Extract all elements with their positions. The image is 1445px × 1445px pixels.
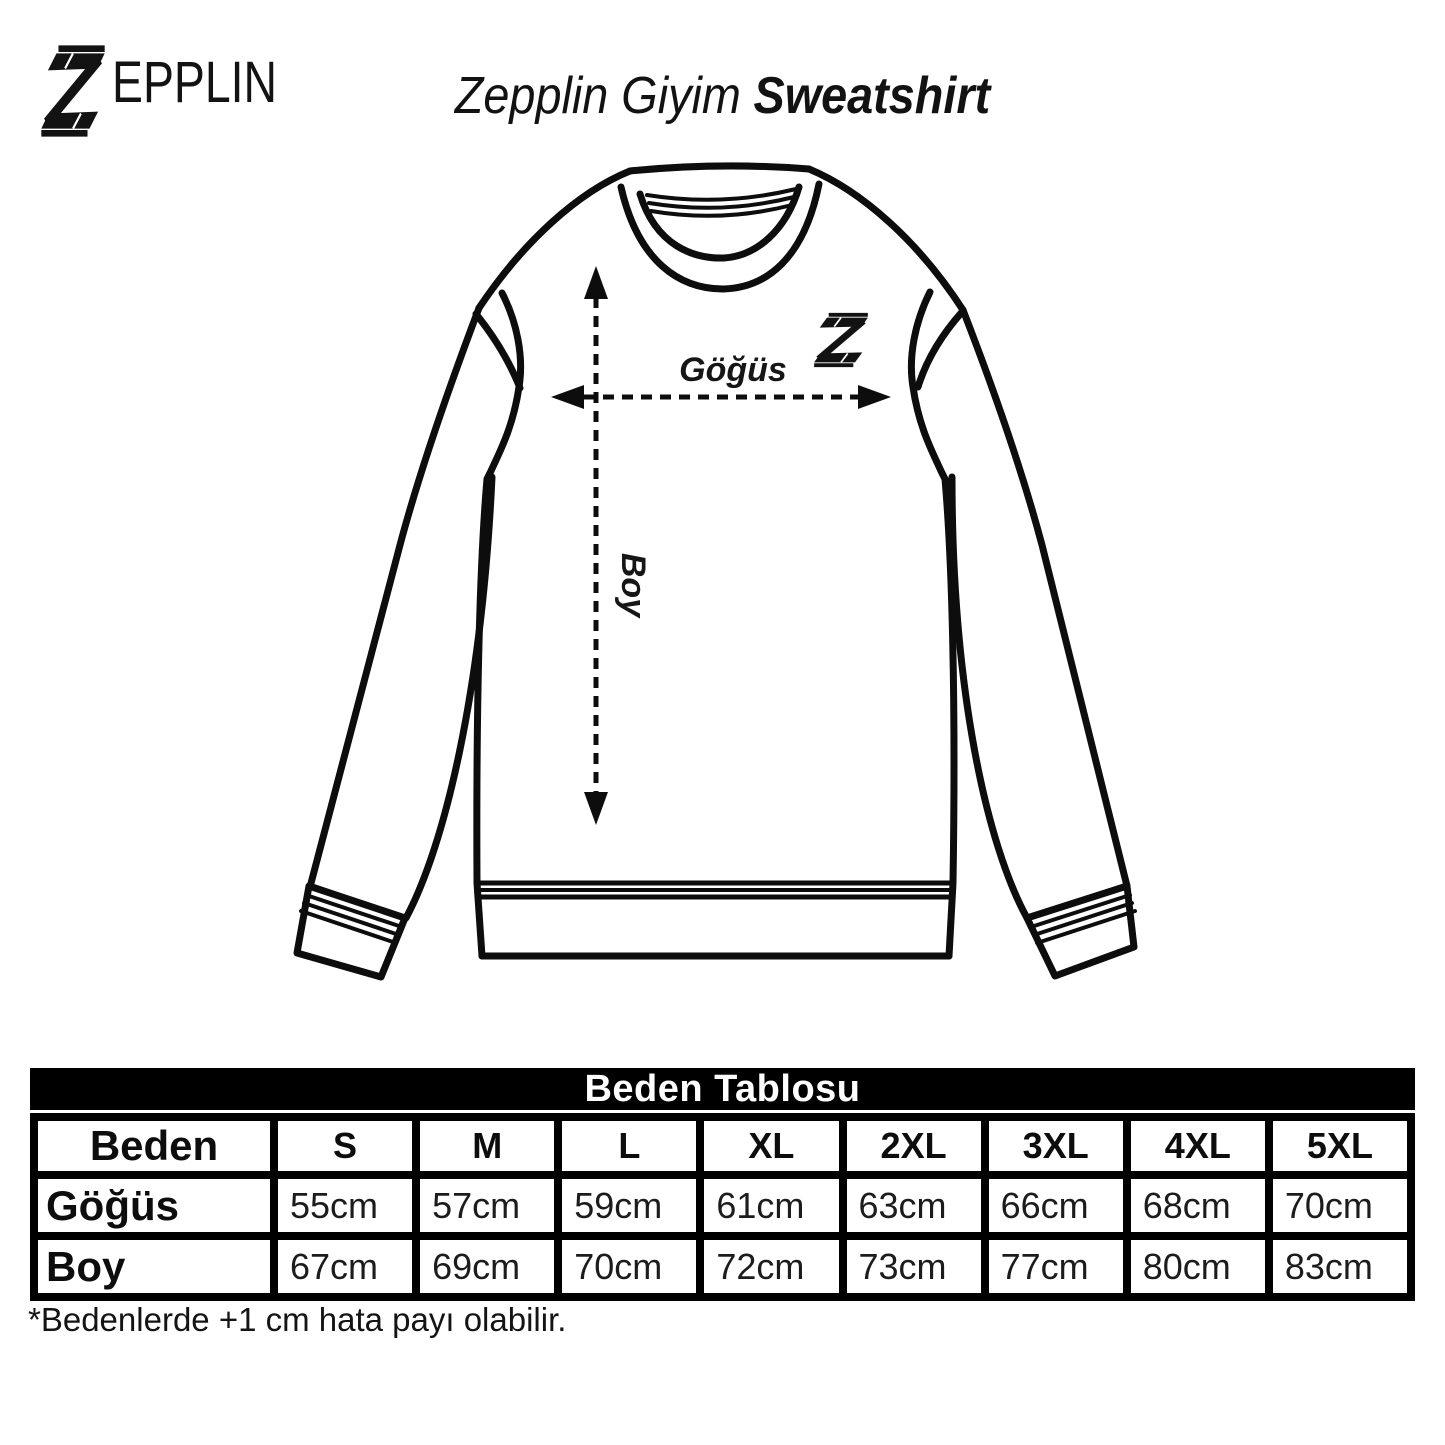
size-col-header: 4XL xyxy=(1127,1117,1269,1175)
hem-band xyxy=(478,883,951,897)
length-value-cell: 69cm xyxy=(416,1236,558,1297)
left-sleeve xyxy=(297,308,492,977)
chest-value-cell: 68cm xyxy=(1127,1175,1269,1236)
size-col-header: M xyxy=(416,1117,558,1175)
size-col-header: 3XL xyxy=(985,1117,1127,1175)
chest-value-cell: 59cm xyxy=(558,1175,700,1236)
size-col-header: 2XL xyxy=(843,1117,985,1175)
chest-measure-label: Göğüs xyxy=(679,351,787,389)
chest-value-cell: 57cm xyxy=(416,1175,558,1236)
tolerance-footnote: *Bedenlerde +1 cm hata payı olabilir. xyxy=(28,1301,567,1338)
size-table-caption: Beden Tablosu xyxy=(30,1068,1415,1110)
length-measure-label: Boy xyxy=(614,552,652,618)
length-value-cell: 73cm xyxy=(843,1236,985,1297)
chest-row xyxy=(34,1175,1411,1236)
length-value-cell: 83cm xyxy=(1269,1236,1411,1297)
size-col-header: XL xyxy=(700,1117,842,1175)
length-value-cell: 70cm xyxy=(558,1236,700,1297)
size-header-row xyxy=(34,1117,1411,1175)
body-outline xyxy=(477,292,954,956)
length-row-label: Boy xyxy=(34,1236,274,1297)
corner-header-cell: Beden xyxy=(34,1117,274,1175)
size-table xyxy=(30,1113,1415,1301)
length-value-cell: 77cm xyxy=(985,1236,1127,1297)
length-value-cell: 72cm xyxy=(700,1236,842,1297)
title-product: Sweatshirt xyxy=(753,67,991,125)
size-col-header: L xyxy=(558,1117,700,1175)
chest-value-cell: 61cm xyxy=(700,1175,842,1236)
collar xyxy=(621,166,819,289)
length-value-cell: 67cm xyxy=(274,1236,416,1297)
chest-value-cell: 55cm xyxy=(274,1175,416,1236)
title-prefix: Zepplin Giyim xyxy=(454,67,741,125)
chest-row-label: Göğüs xyxy=(34,1175,274,1236)
chest-value-cell: 63cm xyxy=(843,1175,985,1236)
chest-value-cell: 66cm xyxy=(985,1175,1127,1236)
size-col-header: 5XL xyxy=(1269,1117,1411,1175)
size-col-header: S xyxy=(274,1117,416,1175)
length-row xyxy=(34,1236,1411,1297)
length-value-cell: 80cm xyxy=(1127,1236,1269,1297)
brand-wordmark: EPPLIN xyxy=(112,50,278,115)
chest-z-logo-icon xyxy=(814,315,868,365)
length-measure-arrow xyxy=(584,266,608,825)
right-sleeve xyxy=(952,310,1135,976)
chest-value-cell: 70cm xyxy=(1269,1175,1411,1236)
